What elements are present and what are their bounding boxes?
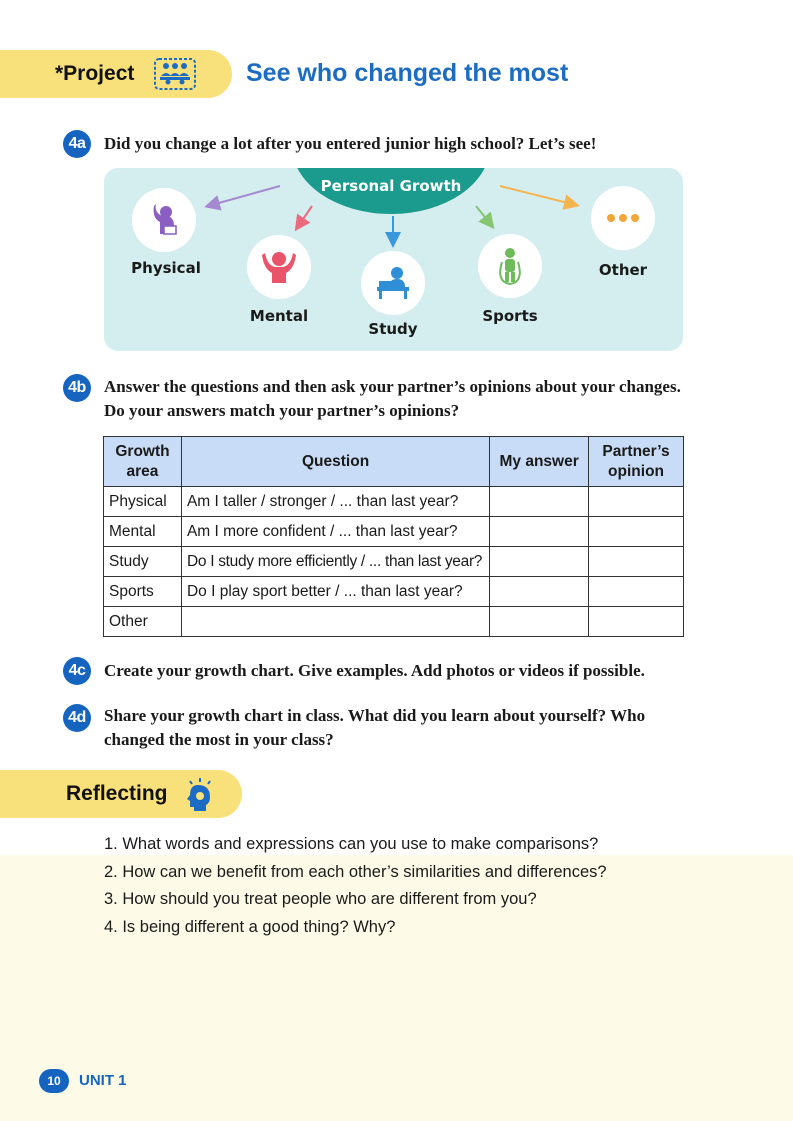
- list-item: 4. Is being different a good thing? Why?: [104, 917, 396, 936]
- header-my-answer: My answer: [490, 437, 589, 487]
- table-row: [104, 517, 684, 547]
- section-4a-text: Did you change a lot after you entered junior high school? Let’s see!: [104, 134, 597, 153]
- mental-label: Mental: [249, 307, 309, 325]
- cell-my-answer[interactable]: [490, 607, 589, 637]
- cell-question[interactable]: [181, 607, 489, 637]
- project-title: See who changed the most: [246, 59, 569, 87]
- section-badge-4c: 4c: [63, 657, 91, 685]
- section-badge-4d: 4d: [63, 704, 91, 732]
- ellipsis-icon: [603, 212, 643, 224]
- cell-partner-opinion[interactable]: [589, 487, 684, 517]
- header-question: Question: [181, 437, 489, 487]
- growth-table: [103, 436, 684, 637]
- cell-area: Study: [104, 547, 182, 577]
- personal-growth-label: Personal Growth: [320, 177, 462, 195]
- section-badge-4b: 4b: [63, 374, 91, 402]
- section-4c-text: Create your growth chart. Give examples. Add photos or videos if possible.: [104, 661, 645, 680]
- section-4d-line2: changed the most in your class?: [104, 730, 334, 749]
- physical-circle: [132, 188, 196, 252]
- cell-partner-opinion[interactable]: [589, 517, 684, 547]
- project-label: *Project: [55, 62, 135, 85]
- student-desk-icon: [373, 263, 413, 303]
- mental-circle: [247, 235, 311, 299]
- sports-circle: [478, 234, 542, 298]
- reflecting-header: [0, 770, 242, 818]
- table-row: [104, 487, 684, 517]
- cell-my-answer[interactable]: [490, 577, 589, 607]
- cell-my-answer[interactable]: [490, 547, 589, 577]
- cell-question: Am I more confident / ... than last year?: [181, 517, 489, 547]
- table-row: [104, 547, 684, 577]
- list-item: 3. How should you treat people who are different from you?: [104, 890, 537, 908]
- reflecting-title: Reflecting: [66, 782, 168, 805]
- table-header-row: [104, 437, 684, 487]
- header-partner-opinion: Partner’s opinion: [589, 437, 684, 487]
- header-growth-area: Growth area: [104, 437, 182, 487]
- other-circle: [591, 186, 655, 250]
- project-header: [0, 50, 232, 98]
- cell-partner-opinion[interactable]: [589, 547, 684, 577]
- section-4d-text: [104, 704, 645, 752]
- section-4b-text: [104, 375, 681, 423]
- flexing-arm-icon: [144, 200, 184, 240]
- list-item: 1. What words and expressions can you use to make comparisons?: [104, 835, 599, 853]
- cell-partner-opinion[interactable]: [589, 607, 684, 637]
- cell-area: Sports: [104, 577, 182, 607]
- table-row: [104, 607, 684, 637]
- cell-question: Do I study more efficiently / ... than last year?: [181, 547, 489, 577]
- cell-area: Other: [104, 607, 182, 637]
- group-icon: [154, 58, 196, 90]
- cell-area: Mental: [104, 517, 182, 547]
- section-4b-line2: Do your answers match your partner’s opinions?: [104, 401, 460, 420]
- sports-label: Sports: [482, 307, 538, 325]
- section-badge-4a: 4a: [63, 130, 91, 158]
- arrow-sports: [476, 206, 492, 226]
- growth-diagram: [104, 168, 683, 351]
- list-item: 2. How can we benefit from each other’s similarities and differences?: [104, 862, 607, 881]
- arrow-mental: [297, 206, 312, 228]
- study-circle: [361, 251, 425, 315]
- reflecting-list: [104, 832, 607, 942]
- cell-my-answer[interactable]: [490, 487, 589, 517]
- study-label: Study: [368, 320, 418, 338]
- physical-label: Physical: [131, 259, 201, 277]
- lightbulb-head-icon: [182, 777, 214, 811]
- cell-question: Do I play sport better / ... than last year?: [181, 577, 489, 607]
- cheering-person-icon: [259, 247, 299, 287]
- other-label: Other: [598, 261, 648, 279]
- unit-label: UNIT 1: [79, 1072, 127, 1089]
- table-row: [104, 577, 684, 607]
- page-number: 10: [39, 1069, 69, 1093]
- cell-partner-opinion[interactable]: [589, 577, 684, 607]
- section-4d-line1: Share your growth chart in class. What did you learn about yourself? Who: [104, 706, 646, 725]
- cell-question: Am I taller / stronger / ... than last year?: [181, 487, 489, 517]
- cell-area: Physical: [104, 487, 182, 517]
- jump-rope-icon: [490, 246, 530, 286]
- section-4b-line1: Answer the questions and then ask your partner’s opinions about your changes.: [104, 377, 681, 396]
- arrow-physical: [208, 186, 280, 206]
- arrow-other: [500, 186, 576, 205]
- cell-my-answer[interactable]: [490, 517, 589, 547]
